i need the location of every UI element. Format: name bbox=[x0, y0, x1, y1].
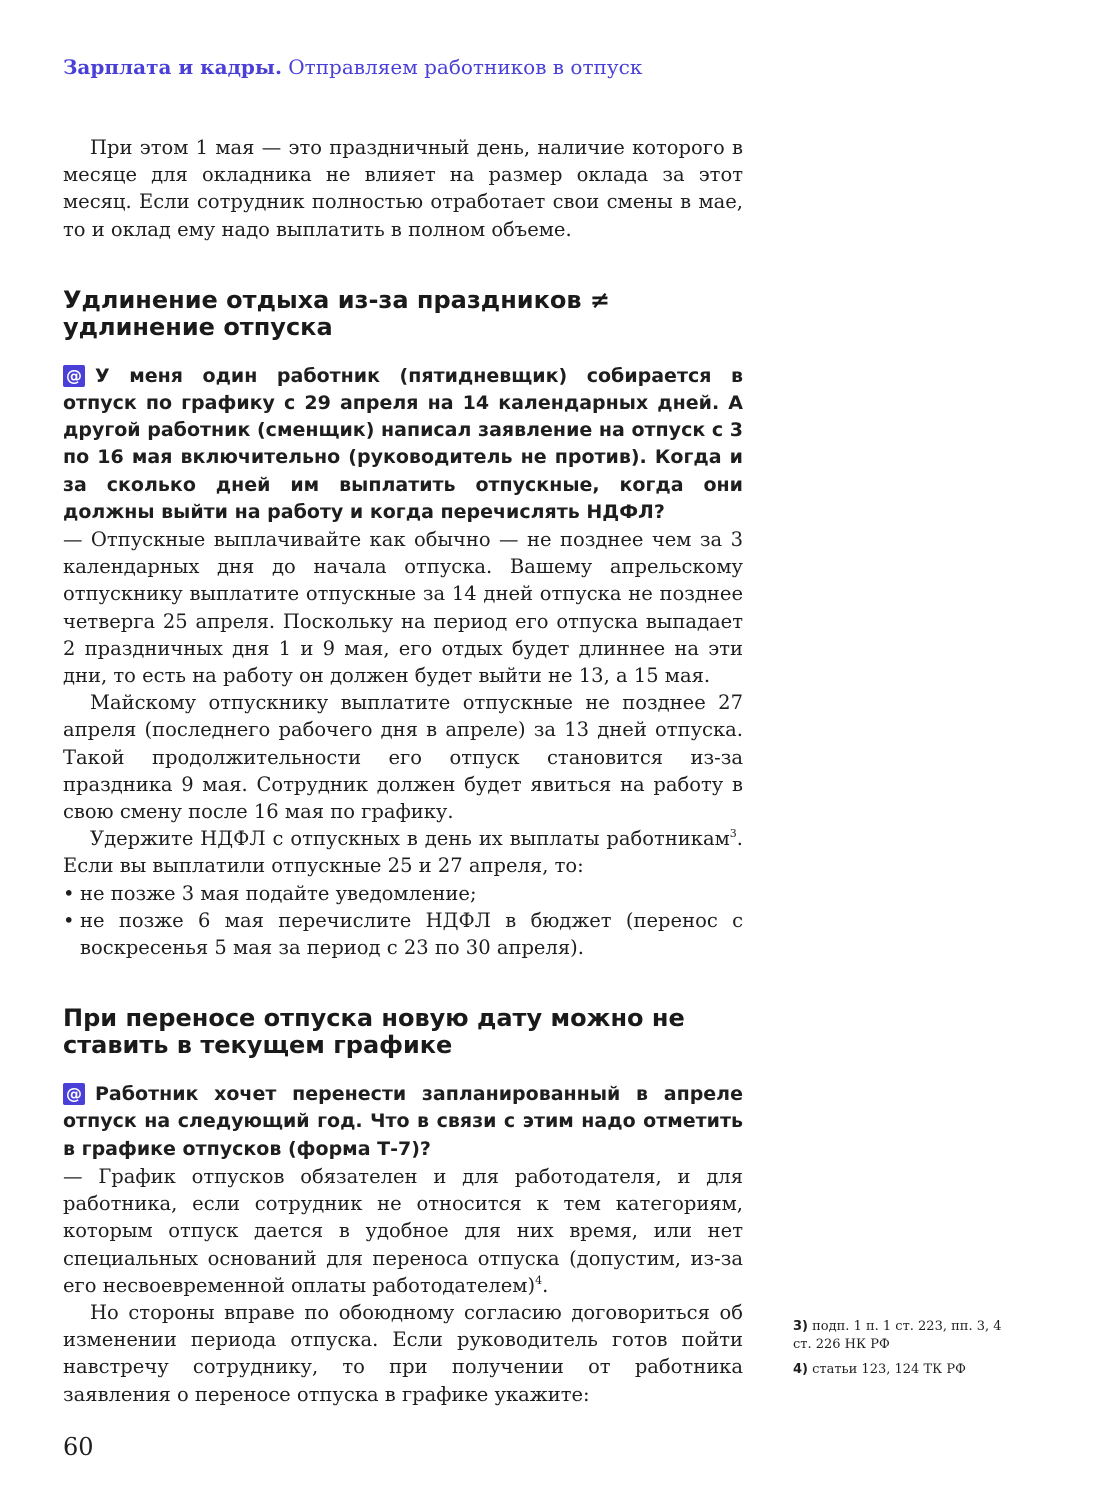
section1-question bbox=[63, 363, 743, 526]
footnote-number: 4) bbox=[793, 1362, 808, 1377]
header-subtitle: Отправляем работников в отпуск bbox=[288, 55, 643, 79]
footnote-number: 3) bbox=[793, 1319, 808, 1334]
footnote-ref-4: 4 bbox=[535, 1273, 543, 1287]
footnote-item bbox=[793, 1361, 1013, 1379]
section1-answer-1: — Отпускные выплачивайте как обычно — не позднее чем за 3 календарных дня до начала отпуска. Вашему апрельскому отпускнику выплатите отпускные за 14 дней отпуска не позднее четверга 25 апреля. Поскольку на период его отпуска выпадает 2 праздничных дня 1 и 9 мая, его отдых будет длиннее на эти дни, то есть на работу он должен будет выйти не 13, а 15 мая. bbox=[63, 528, 743, 688]
section1-question-text: У меня один работник (пятидневщик) собирается в отпуск по графику с 29 апреля на 14 календарных дней. А другой работник (сменщик) написал заявление на отпуск с 3 по 16 мая включительно (руководитель не против). Когда и за сколько дней им выплатить отпускные, когда они должны выйти на работу и когда перечислять НДФЛ? bbox=[63, 364, 743, 523]
section2-answer-1 bbox=[63, 1163, 743, 1299]
list-item bbox=[63, 880, 743, 907]
footnote-ref-3: 3 bbox=[729, 827, 737, 841]
section2-heading: При переносе отпуска новую дату можно не ставить в текущем графике bbox=[63, 1004, 685, 1060]
answer1-text: — График отпусков обязателен и для работодателя, и для работника, если сотрудник не относится к тем категориям, которым отпуск дается в удобное для них время, или нет специальных оснований для переноса отпуска (допустим, из-за его несвоевременной оплаты работодателем) bbox=[63, 1164, 743, 1297]
footnote-item bbox=[793, 1318, 1013, 1354]
answer3-text: Удержите НДФЛ с отпускных в день их выплаты работникам bbox=[90, 827, 730, 851]
page-number: 60 bbox=[63, 1433, 94, 1461]
footnote-text: статьи 123, 124 ТК РФ bbox=[812, 1362, 966, 1377]
section2-question-text: Работник хочет перенести запланированный в апреле отпуск на следующий год. Что в связи с этим надо отметить в графике отпусков (форма Т-7)? bbox=[63, 1083, 743, 1160]
ndfl-list bbox=[63, 880, 743, 962]
intro-paragraph: При этом 1 мая — это праздничный день, наличие которого в месяце для окладника не влияет на размер оклада за этот месяц. Если сотрудник полностью отработает свои смены в мае, то и оклад ему надо выплатить в полном объеме. bbox=[63, 136, 743, 241]
list-item-text: не позже 6 мая перечислите НДФЛ в бюджет (перенос с воскресенья 5 мая за период с 23 по 30 апреля). bbox=[80, 908, 743, 960]
answer3-tail: . Если вы выплатили отпускные 25 и 27 апреля, то: bbox=[63, 827, 743, 878]
section1-answer-3 bbox=[63, 825, 743, 879]
email-question-icon: @ bbox=[63, 365, 85, 387]
list-item-text: не позже 3 мая подайте уведомление; bbox=[80, 881, 477, 905]
section2-question bbox=[63, 1081, 743, 1163]
section1-answer-2: Майскому отпускнику выплатите отпускные не позднее 27 апреля (последнего рабочего дня в апреле) за 13 дней отпуска. Такой продолжительности его отпуск становится из-за праздника 9 мая. Сотрудник должен будет явиться на работу в свою смену после 16 мая по графику. bbox=[63, 691, 743, 824]
bullet-icon: • bbox=[63, 908, 75, 932]
section2-answer-2: Но стороны вправе по обоюдному согласию договориться об изменении периода отпуска. Если руководитель готов пойти навстречу сотруднику, то при получении от работника заявления о переносе отпуска в графике укажите: bbox=[63, 1300, 743, 1406]
header-section: Зарплата и кадры. bbox=[63, 55, 282, 79]
answer1-tail: . bbox=[542, 1273, 549, 1297]
list-item bbox=[63, 907, 743, 961]
running-header bbox=[63, 54, 642, 80]
bullet-icon: • bbox=[63, 881, 75, 905]
section1-heading: Удлинение отдыха из-за праздников ≠ удлинение отпуска bbox=[63, 285, 611, 341]
email-question-icon: @ bbox=[63, 1083, 85, 1105]
footnote-text: подп. 1 п. 1 ст. 223, пп. 3, 4 ст. 226 НК РФ bbox=[793, 1319, 1002, 1352]
footnotes bbox=[793, 1318, 1013, 1386]
main-column bbox=[63, 134, 743, 1408]
